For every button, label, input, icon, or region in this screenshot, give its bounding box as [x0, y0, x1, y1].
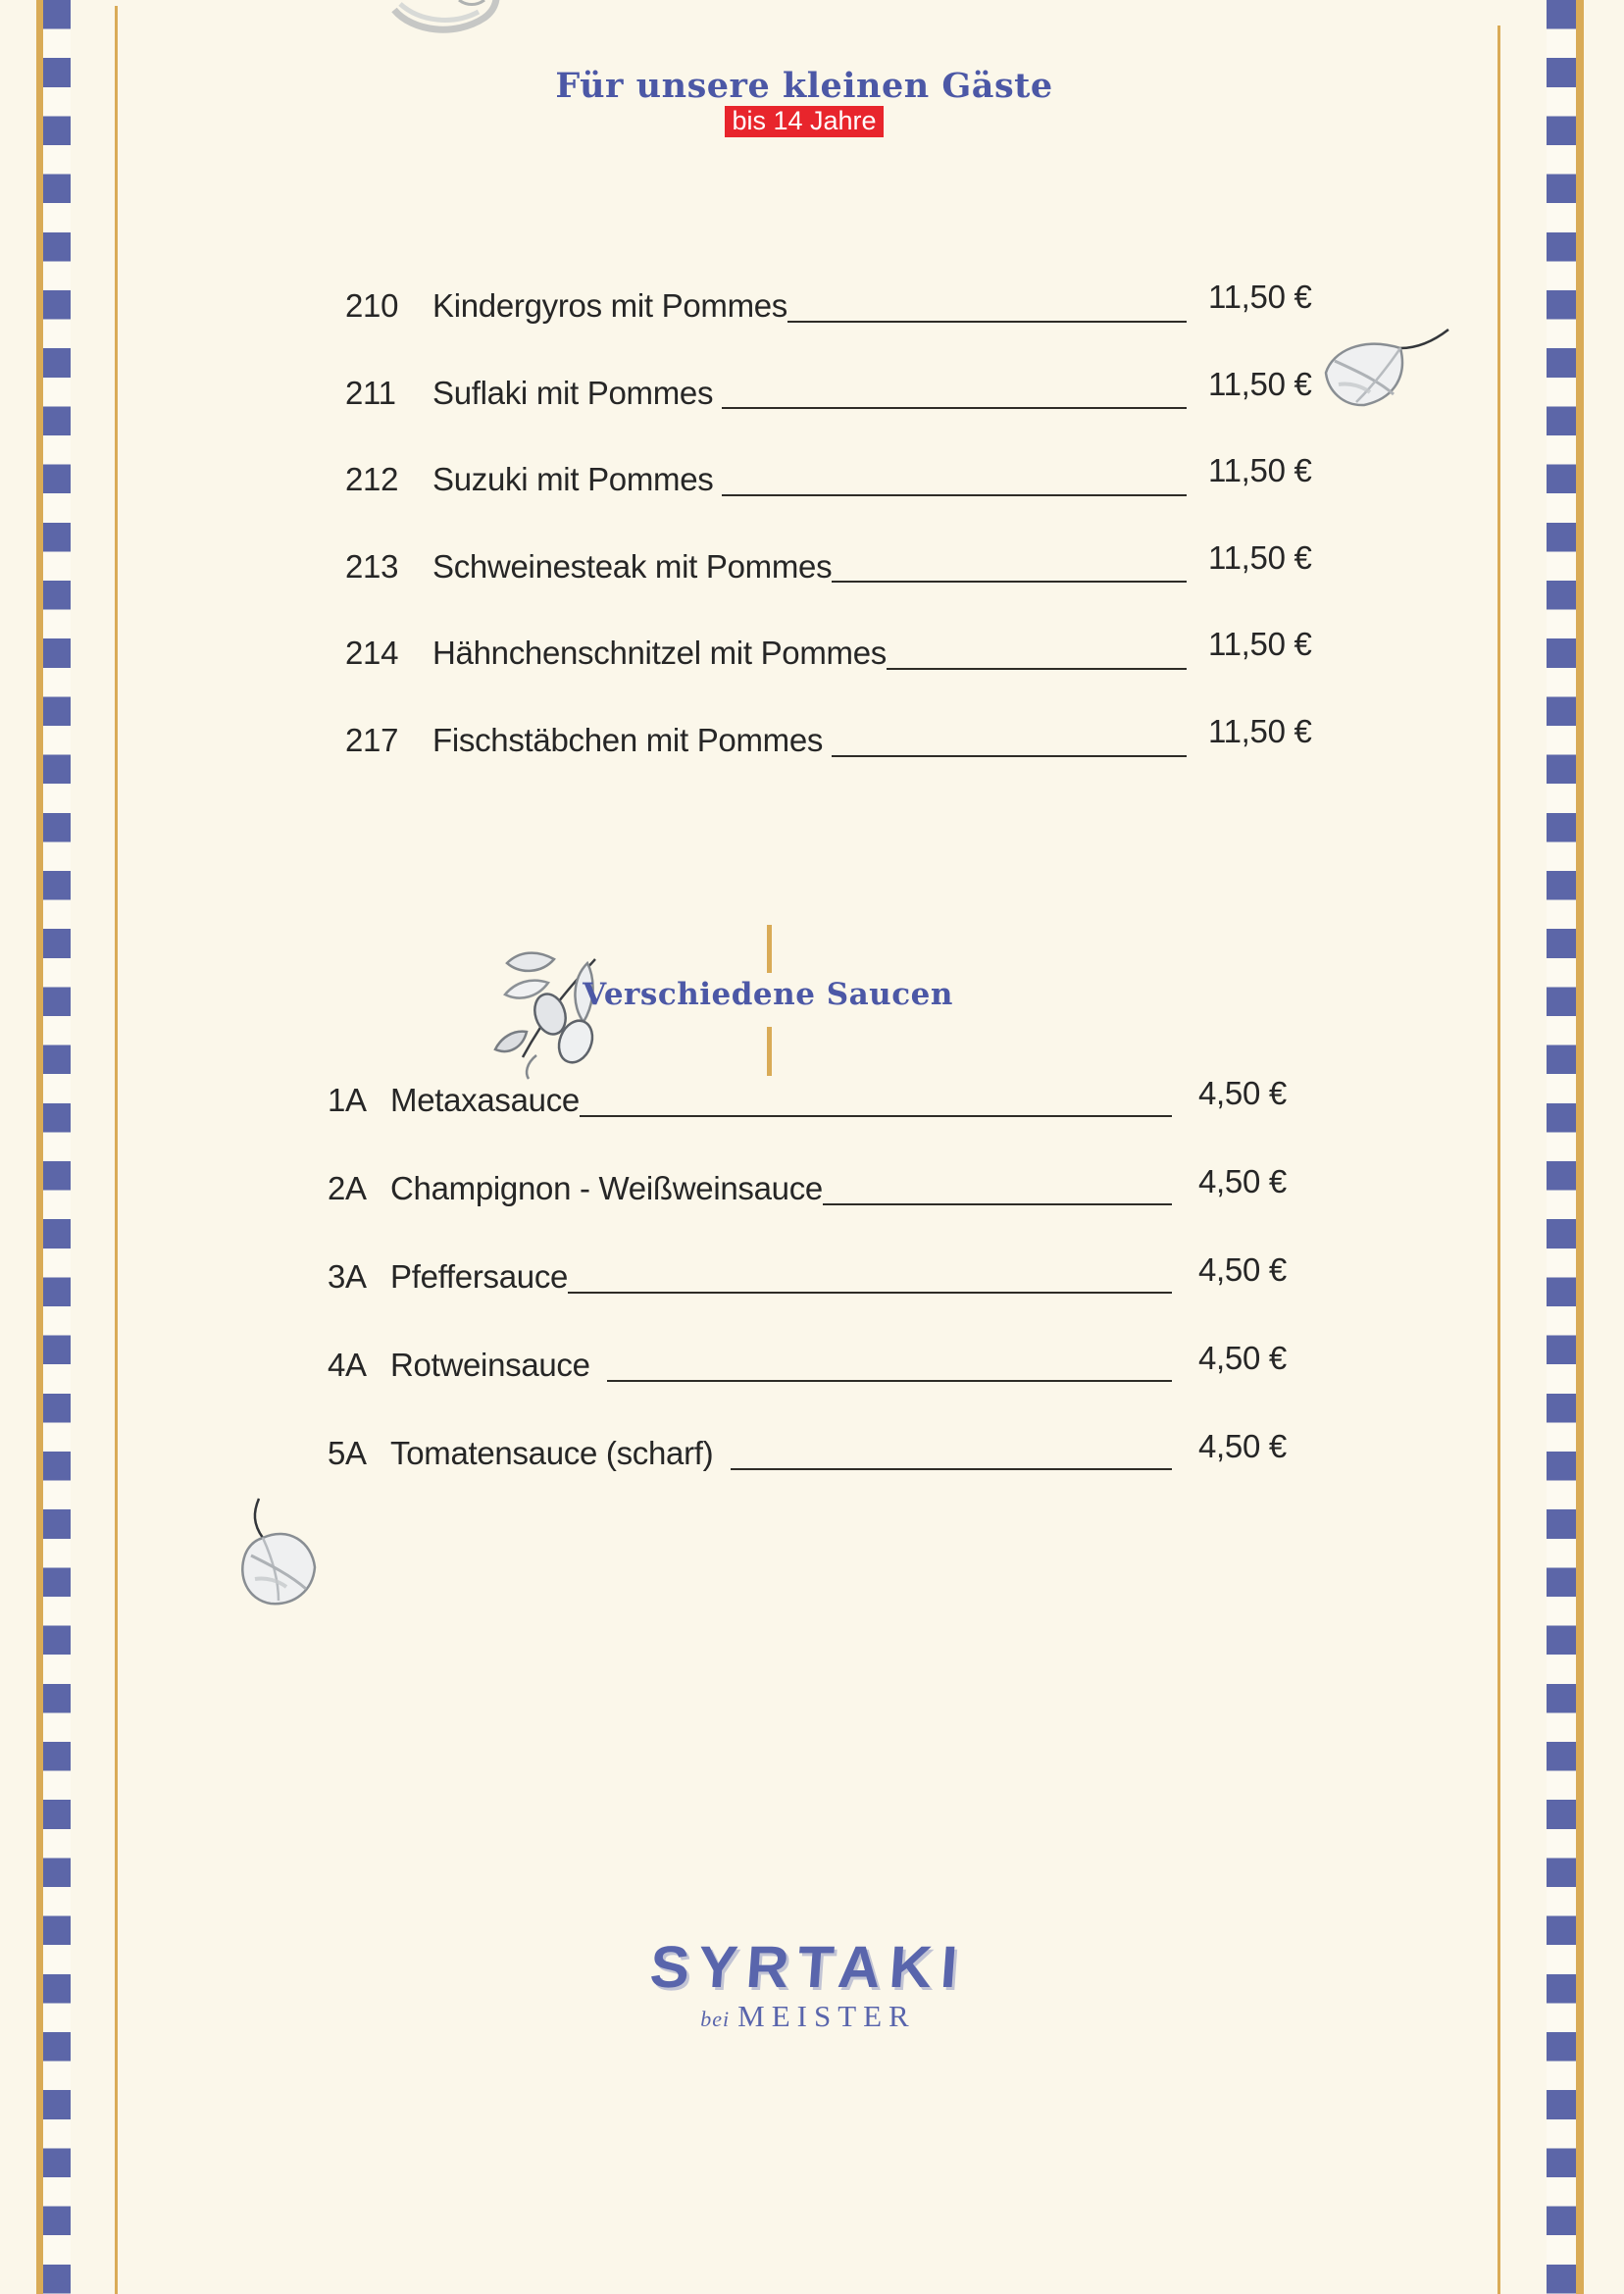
item-price: 11,50 €: [1208, 452, 1312, 489]
item-price: 4,50 €: [1198, 1251, 1287, 1289]
item-number: 217: [345, 721, 399, 758]
sauces-heading: Verschiedene Saucen: [583, 977, 953, 1012]
menu-item-row: [328, 1030, 1293, 1118]
gold-dash-top: [767, 925, 772, 973]
item-price: 11,50 €: [1208, 278, 1312, 315]
logo-prefix: bei: [700, 2007, 731, 2031]
leader-line: [832, 581, 1187, 583]
leader-line: [823, 1203, 1172, 1205]
menu-item-row: [345, 236, 1318, 324]
leader-line: [580, 1115, 1172, 1117]
item-name: Suflaki mit Pommes: [432, 374, 723, 411]
menu-item-row: [328, 1295, 1293, 1383]
item-name: Tomatensauce (scharf): [390, 1435, 732, 1472]
leader-line: [722, 407, 1187, 409]
syrtaki-logo: [0, 1934, 1616, 2033]
page-header: [0, 66, 1608, 137]
sauces-menu-list: [328, 1030, 1293, 1471]
leader-line: [722, 494, 1187, 496]
item-number: 5A: [328, 1435, 367, 1472]
menu-item-row: [345, 671, 1318, 758]
item-number: 1A: [328, 1082, 367, 1119]
logo-name: MEISTER: [737, 1999, 916, 2033]
item-price: 4,50 €: [1198, 1340, 1287, 1377]
item-number: 211: [345, 374, 396, 411]
item-number: 214: [345, 635, 399, 672]
item-number: 3A: [328, 1258, 367, 1296]
menu-item-row: [345, 584, 1318, 671]
item-number: 210: [345, 286, 399, 324]
item-name: Rotweinsauce: [390, 1347, 608, 1384]
item-price: 11,50 €: [1208, 626, 1312, 663]
logo-subtitle: [0, 2001, 1616, 2031]
item-name: Champignon - Weißweinsauce: [390, 1170, 823, 1207]
item-name: Suzuki mit Pommes: [432, 461, 723, 498]
leader-line: [607, 1380, 1172, 1382]
item-number: 213: [345, 547, 399, 585]
item-price: 11,50 €: [1208, 712, 1312, 749]
menu-item-row: [345, 410, 1318, 497]
leader-line: [787, 321, 1187, 323]
logo-wordmark: SYRTAKI: [647, 1934, 969, 2000]
leaf-icon: [216, 1497, 331, 1612]
item-number: 4A: [328, 1347, 367, 1384]
kids-menu-list: [345, 236, 1318, 758]
item-price: 4,50 €: [1198, 1428, 1287, 1465]
leader-line: [887, 668, 1187, 670]
item-price: 4,50 €: [1198, 1163, 1287, 1200]
leader-line: [731, 1468, 1172, 1470]
leader-line: [568, 1292, 1172, 1294]
item-name: Hähnchenschnitzel mit Pommes: [432, 635, 887, 672]
menu-item-row: [328, 1206, 1293, 1295]
menu-item-row: [345, 497, 1318, 585]
menu-item-row: [345, 324, 1318, 411]
item-number: 212: [345, 461, 399, 498]
item-name: Pfeffersauce: [390, 1258, 569, 1296]
item-name: Metaxasauce: [390, 1082, 580, 1119]
item-name: Kindergyros mit Pommes: [432, 286, 788, 324]
menu-item-row: [328, 1383, 1293, 1471]
leader-line: [832, 755, 1187, 757]
item-name: Fischstäbchen mit Pommes: [432, 721, 832, 758]
page-title: Für unsere kleinen Gäste: [555, 66, 1053, 106]
bowl-sketch-icon: [390, 0, 500, 39]
item-price: 4,50 €: [1198, 1075, 1287, 1112]
leaf-icon: [1305, 320, 1452, 414]
age-badge: bis 14 Jahre: [725, 106, 883, 137]
menu-item-row: [328, 1118, 1293, 1206]
item-price: 11,50 €: [1208, 538, 1312, 576]
item-number: 2A: [328, 1170, 367, 1207]
item-name: Schweinesteak mit Pommes: [432, 547, 833, 585]
item-price: 11,50 €: [1208, 365, 1312, 402]
